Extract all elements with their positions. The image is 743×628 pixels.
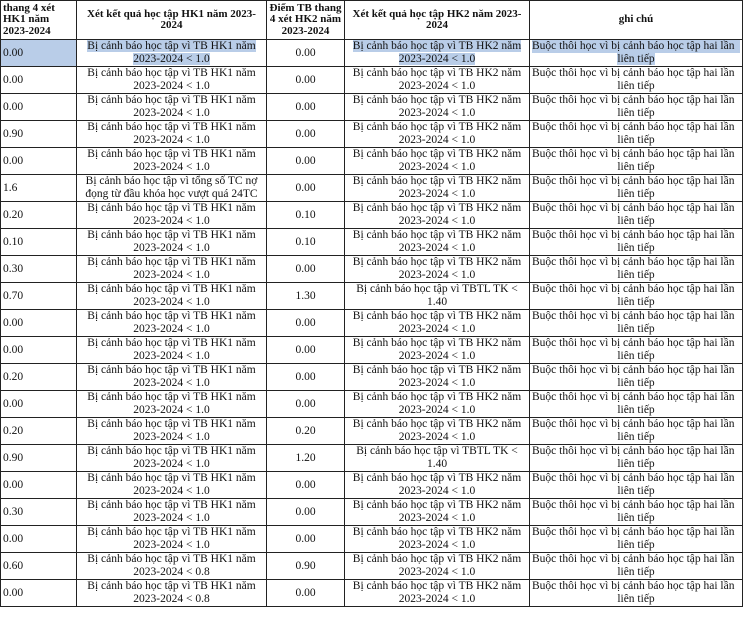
note-line2: liên tiếp (617, 242, 655, 254)
note-line1: Buộc thôi học vì bị cảnh báo học tập hai lần (532, 202, 735, 214)
gpa-hk1-cell: 0.30 (1, 256, 77, 283)
gpa-hk1-cell: 0.70 (1, 283, 77, 310)
result-hk1-cell (77, 499, 267, 526)
result-hk2-line1: Bị cảnh báo học tập vì TB HK2 năm (352, 580, 522, 592)
note-line1: Buộc thôi học vì bị cảnh báo học tập hai lần (532, 283, 735, 295)
result-hk2-line1: Bị cảnh báo học tập vì TB HK2 năm (352, 202, 522, 214)
note-cell (530, 283, 743, 310)
result-hk2-line1: Bị cảnh báo học tập vì TB HK2 năm (352, 148, 522, 160)
result-hk1-cell (77, 40, 267, 67)
result-hk1-line2: 2023-2024 < 1.0 (133, 134, 210, 146)
result-hk1-line2: 2023-2024 < 1.0 (133, 485, 210, 497)
table-row (1, 391, 743, 418)
note-cell (530, 310, 743, 337)
result-hk1-line1: Bị cảnh báo học tập vì TB HK1 năm (87, 445, 256, 457)
gpa-hk2-cell: 0.00 (267, 256, 345, 283)
note-line2: liên tiếp (617, 539, 655, 551)
result-hk1-line2: 2023-2024 < 0.8 (133, 566, 210, 578)
note-line1: Buộc thôi học vì bị cảnh báo học tập hai lần (532, 445, 735, 457)
note-line2: liên tiếp (617, 350, 655, 362)
note-line2: liên tiếp (617, 296, 655, 308)
gpa-hk1-cell: 0.00 (1, 391, 77, 418)
note-line2: liên tiếp (617, 188, 655, 200)
result-hk2-line2: 2023-2024 < 1.0 (398, 269, 476, 281)
gpa-hk2-cell: 0.00 (267, 67, 345, 94)
table-row (1, 175, 743, 202)
result-hk2-line2: 2023-2024 < 1.0 (398, 323, 476, 335)
note-line1: Buộc thôi học vì bị cảnh báo học tập hai lần (532, 175, 735, 187)
result-hk1-cell (77, 580, 267, 607)
note-line1: Buộc thôi học vì bị cảnh báo học tập hai lần (532, 472, 735, 484)
note-cell (530, 229, 743, 256)
result-hk2-line2: 2023-2024 < 1.0 (398, 242, 476, 254)
gpa-hk1-cell: 0.10 (1, 229, 77, 256)
result-hk1-cell (77, 337, 267, 364)
result-hk2-cell (345, 256, 530, 283)
gpa-hk2-cell: 1.20 (267, 445, 345, 472)
gpa-hk2-cell: 0.00 (267, 40, 345, 67)
gpa-hk2-cell: 0.00 (267, 310, 345, 337)
note-line1: Buộc thôi học vì bị cảnh báo học tập hai lần (532, 40, 740, 53)
result-hk1-line1: Bị cảnh báo học tập vì TB HK1 năm (87, 364, 256, 376)
gpa-hk2-cell: 0.90 (267, 553, 345, 580)
note-line1: Buộc thôi học vì bị cảnh báo học tập hai lần (532, 67, 735, 79)
table-row (1, 40, 743, 67)
result-hk2-cell (345, 229, 530, 256)
result-hk1-line2: 2023-2024 < 1.0 (133, 458, 210, 470)
note-line1: Buộc thôi học vì bị cảnh báo học tập hai lần (532, 364, 735, 376)
result-hk2-line1: Bị cảnh báo học tập vì TB HK2 năm (352, 175, 522, 187)
table-row (1, 445, 743, 472)
result-hk1-line1: Bị cảnh báo học tập vì TB HK1 năm (87, 121, 256, 133)
note-line1: Buộc thôi học vì bị cảnh báo học tập hai lần (532, 580, 735, 592)
result-hk2-line1: Bị cảnh báo học tập vì TB HK2 năm (352, 94, 522, 106)
result-hk2-line1: Bị cảnh báo học tập vì TB HK2 năm (352, 364, 522, 376)
note-line2: liên tiếp (617, 512, 655, 524)
gpa-hk2-cell: 0.10 (267, 229, 345, 256)
result-hk2-line1: Bị cảnh báo học tập vì TB HK2 năm (352, 337, 522, 349)
gpa-hk1-cell: 0.00 (1, 94, 77, 121)
result-hk1-cell (77, 418, 267, 445)
gpa-hk2-cell: 0.00 (267, 580, 345, 607)
result-hk1-line2: 2023-2024 < 1.0 (133, 404, 210, 416)
gpa-hk2-cell: 0.00 (267, 391, 345, 418)
table-body (1, 40, 743, 607)
result-hk1-line2: 2023-2024 < 1.0 (133, 80, 210, 92)
gpa-hk2-cell: 0.00 (267, 337, 345, 364)
result-hk2-line2: 2023-2024 < 1.0 (398, 188, 476, 200)
result-hk2-cell (345, 445, 530, 472)
gpa-hk1-cell: 0.90 (1, 121, 77, 148)
note-line1: Buộc thôi học vì bị cảnh báo học tập hai lần (532, 391, 735, 403)
table-row (1, 472, 743, 499)
result-hk2-line1: Bị cảnh báo học tập vì TB HK2 năm (352, 553, 522, 565)
result-hk2-line1: Bị cảnh báo học tập vì TBTL TK < 1.40 (356, 445, 518, 470)
gpa-hk2-cell: 0.00 (267, 472, 345, 499)
note-cell (530, 472, 743, 499)
note-line2: liên tiếp (617, 269, 655, 281)
result-hk2-line2: 2023-2024 < 1.0 (398, 161, 476, 173)
gpa-hk2-cell: 0.00 (267, 499, 345, 526)
table-row (1, 418, 743, 445)
result-hk1-cell (77, 364, 267, 391)
note-line2: liên tiếp (617, 566, 655, 578)
result-hk1-line1: Bị cảnh báo học tập vì TB HK1 năm (87, 337, 256, 349)
note-cell (530, 256, 743, 283)
note-line2: liên tiếp (617, 404, 655, 416)
result-hk2-cell (345, 553, 530, 580)
header-result-hk1: Xét kết quả học tập HK1 năm 2023-2024 (77, 1, 267, 40)
result-hk1-line2: 2023-2024 < 1.0 (133, 107, 210, 119)
table-row (1, 202, 743, 229)
result-hk2-line2: 2023-2024 < 1.0 (398, 134, 476, 146)
result-hk2-line2: 2023-2024 < 1.0 (398, 377, 476, 389)
result-hk2-cell (345, 526, 530, 553)
result-hk2-line2: 2023-2024 < 1.0 (398, 512, 476, 524)
result-hk1-cell (77, 283, 267, 310)
note-line2: liên tiếp (617, 458, 655, 470)
result-hk1-line1: Bị cảnh báo học tập vì TB HK1 năm (87, 418, 256, 430)
result-hk1-line1: Bị cảnh báo học tập vì TB HK1 năm (87, 391, 256, 403)
header-row (1, 1, 743, 40)
result-hk1-line2: đọng từ đầu khóa học vượt quá 24TC (85, 188, 258, 200)
result-hk1-cell (77, 472, 267, 499)
result-hk1-line2: 2023-2024 < 0.8 (133, 593, 210, 605)
gpa-hk2-cell: 0.20 (267, 418, 345, 445)
result-hk1-line2: 2023-2024 < 1.0 (133, 377, 210, 389)
note-cell (530, 526, 743, 553)
table-row (1, 67, 743, 94)
table-row (1, 310, 743, 337)
gpa-hk2-cell: 0.00 (267, 148, 345, 175)
note-cell (530, 40, 743, 67)
result-hk2-line2: 2023-2024 < 1.0 (398, 53, 476, 65)
result-hk2-cell (345, 418, 530, 445)
result-hk2-line2: 2023-2024 < 1.0 (398, 80, 476, 92)
result-hk2-line2: 2023-2024 < 1.0 (398, 539, 476, 551)
result-hk1-line2: 2023-2024 < 1.0 (133, 53, 210, 65)
table-row (1, 94, 743, 121)
note-line2: liên tiếp (617, 107, 655, 119)
note-line1: Buộc thôi học vì bị cảnh báo học tập hai lần (532, 256, 735, 268)
result-hk1-line1: Bị cảnh báo học tập vì TB HK1 năm (87, 67, 256, 79)
gpa-hk1-cell: 0.90 (1, 445, 77, 472)
result-hk2-cell (345, 337, 530, 364)
gpa-hk1-cell: 1.6 (1, 175, 77, 202)
result-hk1-cell (77, 310, 267, 337)
result-hk2-line2: 2023-2024 < 1.0 (398, 215, 476, 227)
note-cell (530, 121, 743, 148)
table-row (1, 229, 743, 256)
note-cell (530, 94, 743, 121)
result-hk2-line2: 2023-2024 < 1.0 (398, 107, 476, 119)
note-line2: liên tiếp (617, 431, 655, 443)
result-hk2-cell (345, 40, 530, 67)
result-hk1-line2: 2023-2024 < 1.0 (133, 512, 210, 524)
result-hk2-cell (345, 175, 530, 202)
gpa-hk2-cell: 0.00 (267, 526, 345, 553)
result-hk2-line1: Bị cảnh báo học tập vì TB HK2 năm (352, 526, 522, 538)
result-hk1-cell (77, 67, 267, 94)
result-hk2-line1: Bị cảnh báo học tập vì TB HK2 năm (352, 499, 522, 511)
result-hk1-line2: 2023-2024 < 1.0 (133, 431, 210, 443)
result-hk1-line1: Bị cảnh báo học tập vì TB HK1 năm (87, 256, 256, 268)
result-hk2-line1: Bị cảnh báo học tập vì TB HK2 năm (352, 391, 522, 403)
result-hk1-line1: Bị cảnh báo học tập vì TB HK1 năm (87, 472, 256, 484)
result-hk1-line1: Bị cảnh báo học tập vì TB HK1 năm (87, 283, 256, 295)
result-hk1-line1: Bị cảnh báo học tập vì TB HK1 năm (87, 526, 256, 538)
result-hk1-line2: 2023-2024 < 1.0 (133, 215, 210, 227)
result-hk1-cell (77, 175, 267, 202)
note-cell (530, 67, 743, 94)
result-hk1-line2: 2023-2024 < 1.0 (133, 161, 210, 173)
result-hk1-line1: Bị cảnh báo học tập vì TB HK1 năm (87, 148, 256, 160)
header-gpa-hk2: Điểm TB thang 4 xét HK2 năm 2023-2024 (267, 1, 345, 40)
note-line1: Buộc thôi học vì bị cảnh báo học tập hai lần (532, 94, 735, 106)
result-hk2-line1: Bị cảnh báo học tập vì TB HK2 năm (352, 256, 522, 268)
result-hk1-cell (77, 553, 267, 580)
gpa-hk1-cell: 0.20 (1, 364, 77, 391)
gpa-hk2-cell: 0.00 (267, 94, 345, 121)
result-hk2-cell (345, 67, 530, 94)
table-row (1, 256, 743, 283)
result-hk2-line1: Bị cảnh báo học tập vì TB HK2 năm (352, 67, 522, 79)
gpa-hk1-cell: 0.00 (1, 40, 77, 67)
note-cell (530, 580, 743, 607)
gpa-hk1-cell: 0.20 (1, 202, 77, 229)
result-hk1-line1: Bị cảnh báo học tập vì TB HK1 năm (87, 580, 256, 592)
result-hk1-cell (77, 94, 267, 121)
result-hk1-line1: Bị cảnh báo học tập vì TB HK1 năm (87, 229, 256, 241)
gpa-hk1-cell: 0.00 (1, 580, 77, 607)
result-hk2-cell (345, 148, 530, 175)
result-hk1-cell (77, 256, 267, 283)
gpa-hk1-cell: 0.00 (1, 310, 77, 337)
gpa-hk2-cell: 0.00 (267, 364, 345, 391)
note-line2: liên tiếp (617, 80, 655, 92)
result-hk2-line2: 2023-2024 < 1.0 (398, 431, 476, 443)
gpa-hk1-cell: 0.00 (1, 337, 77, 364)
result-hk2-line2: 2023-2024 < 1.0 (398, 566, 476, 578)
result-hk1-cell (77, 445, 267, 472)
gpa-hk1-cell: 0.00 (1, 67, 77, 94)
note-cell (530, 364, 743, 391)
result-hk1-cell (77, 121, 267, 148)
result-hk2-line1: Bị cảnh báo học tập vì TB HK2 năm (352, 40, 522, 52)
result-hk1-line2: 2023-2024 < 1.0 (133, 323, 210, 335)
result-hk1-cell (77, 202, 267, 229)
result-hk2-line1: Bị cảnh báo học tập vì TB HK2 năm (352, 229, 522, 241)
note-cell (530, 418, 743, 445)
note-line2: liên tiếp (617, 134, 655, 146)
result-hk2-line1: Bị cảnh báo học tập vì TB HK2 năm (352, 310, 522, 322)
note-line1: Buộc thôi học vì bị cảnh báo học tập hai lần (532, 148, 735, 160)
result-hk1-cell (77, 229, 267, 256)
note-line2: liên tiếp (617, 161, 655, 173)
gpa-hk2-cell: 0.00 (267, 175, 345, 202)
note-cell (530, 202, 743, 229)
result-hk2-cell (345, 499, 530, 526)
result-hk2-line2: 2023-2024 < 1.0 (398, 350, 476, 362)
note-line2: liên tiếp (617, 377, 655, 389)
note-line1: Buộc thôi học vì bị cảnh báo học tập hai lần (532, 499, 735, 511)
result-hk1-line1: Bị cảnh báo học tập vì TB HK1 năm (87, 40, 256, 52)
result-hk1-line1: Bị cảnh báo học tập vì TB HK1 năm (87, 202, 256, 214)
gpa-hk1-cell: 0.20 (1, 418, 77, 445)
result-hk1-cell (77, 391, 267, 418)
result-hk2-line2: 2023-2024 < 1.0 (398, 404, 476, 416)
gpa-hk2-cell: 0.00 (267, 121, 345, 148)
result-hk2-line2: 2023-2024 < 1.0 (398, 485, 476, 497)
note-cell (530, 391, 743, 418)
result-hk1-line1: Bị cảnh báo học tập vì TB HK1 năm (87, 499, 256, 511)
result-hk1-line2: 2023-2024 < 1.0 (133, 269, 210, 281)
note-cell (530, 175, 743, 202)
gpa-hk1-cell: 0.60 (1, 553, 77, 580)
result-hk2-cell (345, 310, 530, 337)
table-row (1, 148, 743, 175)
table-row (1, 580, 743, 607)
gpa-hk1-cell: 0.00 (1, 148, 77, 175)
note-line2: liên tiếp (617, 485, 655, 497)
note-line1: Buộc thôi học vì bị cảnh báo học tập hai lần (532, 418, 735, 430)
gpa-hk1-cell: 0.30 (1, 499, 77, 526)
table-row (1, 499, 743, 526)
result-hk2-line1: Bị cảnh báo học tập vì TBTL TK < 1.40 (356, 283, 518, 308)
table-row (1, 337, 743, 364)
result-hk1-line2: 2023-2024 < 1.0 (133, 296, 210, 308)
result-hk2-cell (345, 391, 530, 418)
note-line1: Buộc thôi học vì bị cảnh báo học tập hai lần (532, 121, 735, 133)
result-hk2-cell (345, 472, 530, 499)
table-row (1, 364, 743, 391)
note-line2: liên tiếp (617, 593, 655, 605)
result-hk2-cell (345, 121, 530, 148)
note-cell (530, 499, 743, 526)
result-hk2-cell (345, 364, 530, 391)
result-hk1-line2: 2023-2024 < 1.0 (133, 350, 210, 362)
result-hk1-line2: 2023-2024 < 1.0 (133, 242, 210, 254)
note-line1: Buộc thôi học vì bị cảnh báo học tập hai lần (532, 310, 735, 322)
result-hk2-cell (345, 202, 530, 229)
gpa-hk2-cell: 0.10 (267, 202, 345, 229)
table-row (1, 526, 743, 553)
note-line1: Buộc thôi học vì bị cảnh báo học tập hai lần (532, 526, 735, 538)
gpa-hk2-cell: 1.30 (267, 283, 345, 310)
result-hk1-line1: Bị cảnh báo học tập vì tổng số TC nợ (85, 175, 258, 187)
gpa-hk1-cell: 0.00 (1, 526, 77, 553)
result-hk1-line1: Bị cảnh báo học tập vì TB HK1 năm (87, 94, 256, 106)
result-hk1-line1: Bị cảnh báo học tập vì TB HK1 năm (87, 310, 256, 322)
result-hk1-cell (77, 526, 267, 553)
note-line1: Buộc thôi học vì bị cảnh báo học tập hai lần (532, 553, 735, 565)
note-line1: Buộc thôi học vì bị cảnh báo học tập hai lần (532, 229, 735, 241)
header-gpa-hk1: thang 4 xét HK1 năm 2023-2024 (1, 1, 77, 40)
note-line2: liên tiếp (617, 215, 655, 227)
note-cell (530, 148, 743, 175)
result-hk2-line1: Bị cảnh báo học tập vì TB HK2 năm (352, 121, 522, 133)
result-hk1-cell (77, 148, 267, 175)
table-row (1, 553, 743, 580)
result-hk2-cell (345, 283, 530, 310)
table-row (1, 121, 743, 148)
note-cell (530, 445, 743, 472)
table-row (1, 283, 743, 310)
note-line2: liên tiếp (617, 53, 655, 65)
result-hk1-line2: 2023-2024 < 1.0 (133, 539, 210, 551)
result-hk2-line2: 2023-2024 < 1.0 (398, 593, 476, 605)
note-cell (530, 553, 743, 580)
result-hk2-line1: Bị cảnh báo học tập vì TB HK2 năm (352, 418, 522, 430)
header-result-hk2: Xét kết quả học tập HK2 năm 2023-2024 (345, 1, 530, 40)
note-line1: Buộc thôi học vì bị cảnh báo học tập hai lần (532, 337, 735, 349)
header-note: ghi chú (530, 1, 743, 40)
result-hk1-line1: Bị cảnh báo học tập vì TB HK1 năm (87, 553, 256, 565)
note-cell (530, 337, 743, 364)
result-hk2-cell (345, 580, 530, 607)
result-hk2-line1: Bị cảnh báo học tập vì TB HK2 năm (352, 472, 522, 484)
gpa-hk1-cell: 0.00 (1, 472, 77, 499)
result-hk2-cell (345, 94, 530, 121)
note-line2: liên tiếp (617, 323, 655, 335)
